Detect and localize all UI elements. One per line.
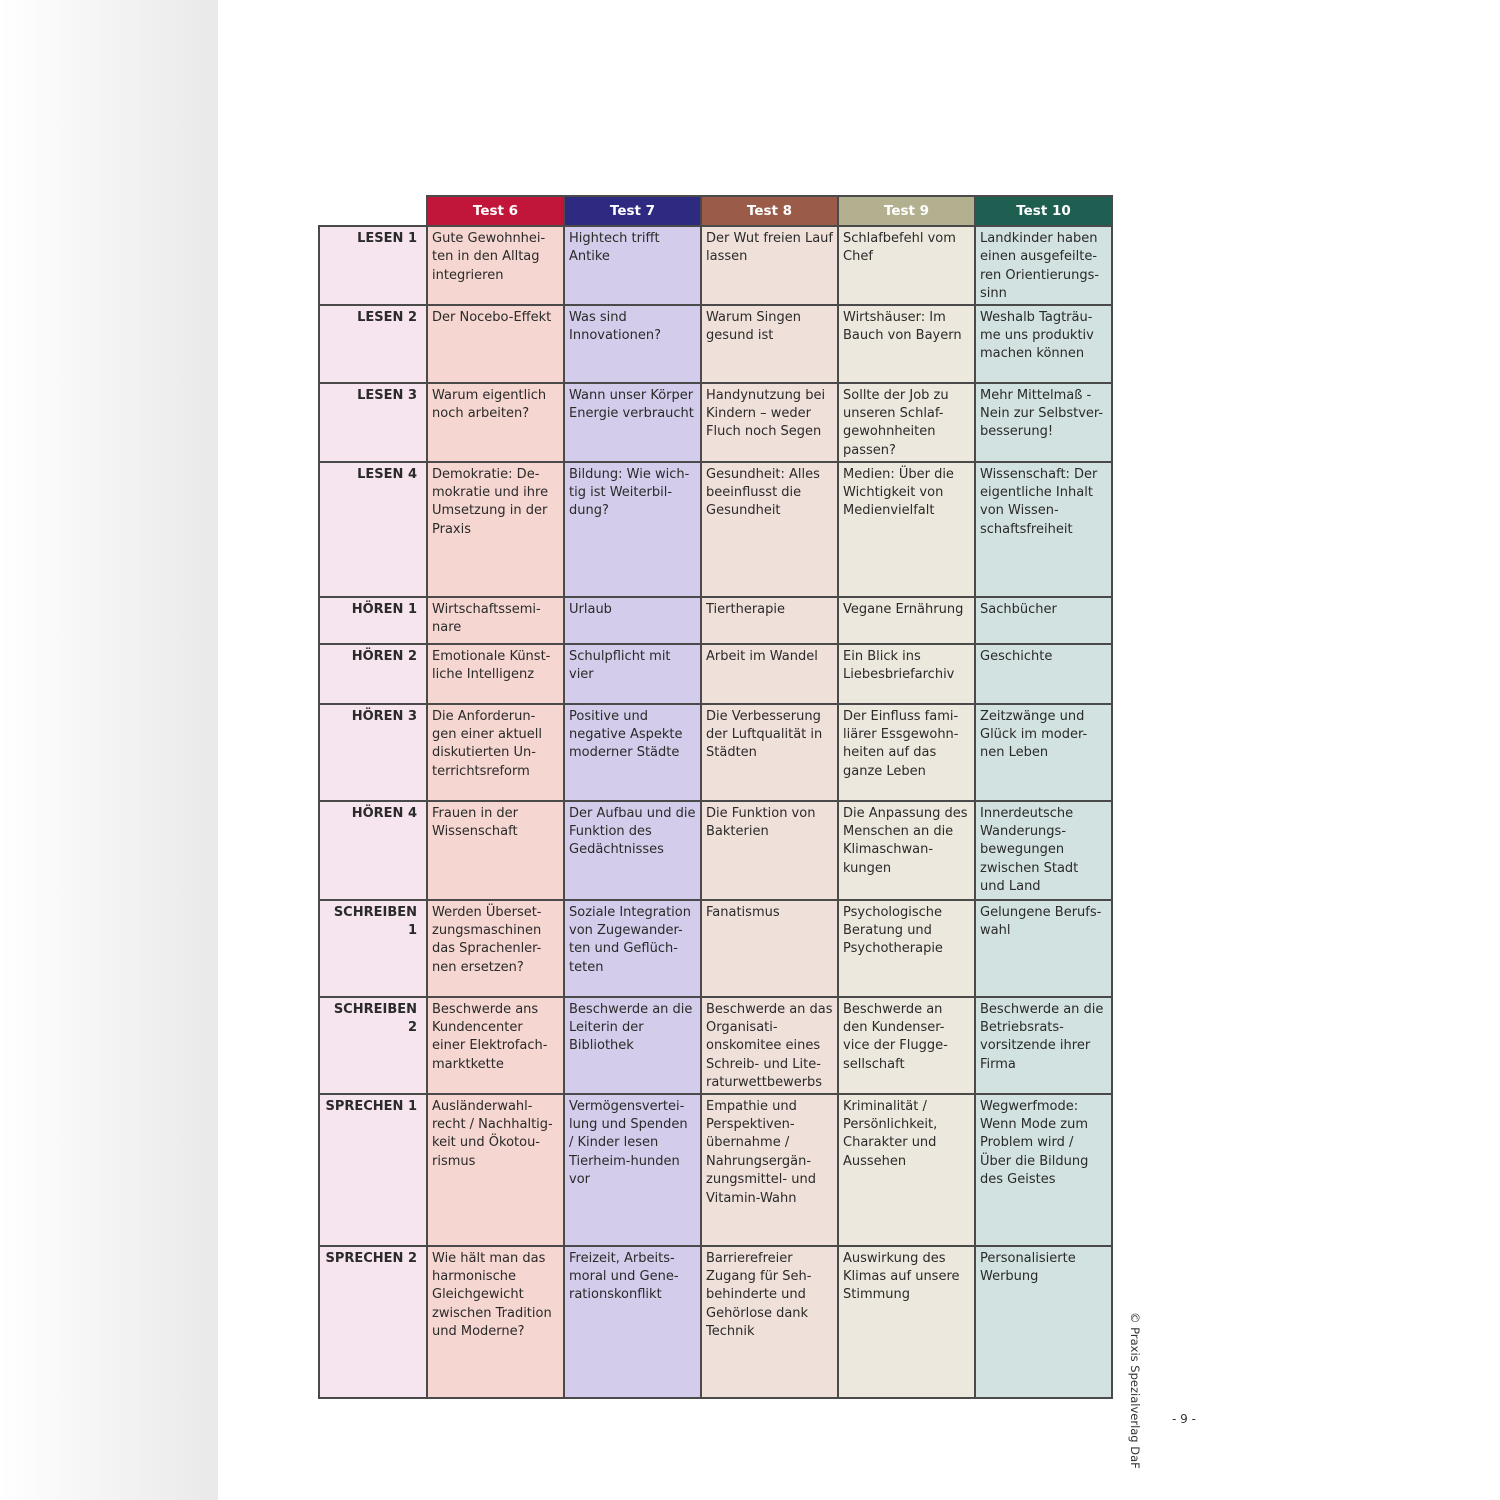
topic-cell: Schlafbefehl vom Chef xyxy=(838,226,975,305)
topic-cell: Personalisierte Werbung xyxy=(975,1246,1112,1398)
topic-cell: Gesundheit: Alles beeinflusst die Gesundheit xyxy=(701,462,838,597)
column-header: Test 8 xyxy=(701,196,838,226)
column-header: Test 9 xyxy=(838,196,975,226)
topic-cell: Beschwerde an das Organisati-onskomitee eines Schreib- und Lite-raturwettbewerbs xyxy=(701,997,838,1094)
row-label: HÖREN 1 xyxy=(319,597,427,644)
row-label: SCHREIBEN 2 xyxy=(319,997,427,1094)
topic-cell: Auswirkung des Klimas auf unsere Stimmung xyxy=(838,1246,975,1398)
table-row xyxy=(319,597,1112,644)
topic-cell: Werden Überset-zungsmaschinen das Sprachenler-nen ersetzen? xyxy=(427,900,564,997)
topic-cell: Soziale Integration von Zugewander-ten und Geflüch-teten xyxy=(564,900,701,997)
topic-cell: Geschichte xyxy=(975,644,1112,704)
topic-cell: Der Nocebo-Effekt xyxy=(427,305,564,383)
topic-cell: Sachbücher xyxy=(975,597,1112,644)
topic-cell: Innerdeutsche Wanderungs-bewegungen zwischen Stadt und Land xyxy=(975,801,1112,900)
topic-cell: Wissenschaft: Der eigentliche Inhalt von Wissen-schaftsfreiheit xyxy=(975,462,1112,597)
table-row xyxy=(319,226,1112,305)
topic-cell: Wirtschaftssemi-nare xyxy=(427,597,564,644)
row-label: SCHREIBEN 1 xyxy=(319,900,427,997)
table-row xyxy=(319,704,1112,801)
page-edge-shadow xyxy=(0,0,218,1500)
topic-cell: Landkinder haben einen ausgefeilte-ren Orientierungs-sinn xyxy=(975,226,1112,305)
row-label: LESEN 3 xyxy=(319,383,427,462)
topic-cell: Warum Singen gesund ist xyxy=(701,305,838,383)
topic-cell: Medien: Über die Wichtigkeit von Medienvielfalt xyxy=(838,462,975,597)
table-row xyxy=(319,644,1112,704)
topic-cell: Beschwerde an den Kundenser-vice der Flugge-sellschaft xyxy=(838,997,975,1094)
topic-cell: Beschwerde an die Betriebsrats-vorsitzende ihrer Firma xyxy=(975,997,1112,1094)
table-row xyxy=(319,1094,1112,1246)
topic-cell: Beschwerde an die Leiterin der Bibliothek xyxy=(564,997,701,1094)
table-row xyxy=(319,383,1112,462)
topic-cell: Schulpflicht mit vier xyxy=(564,644,701,704)
row-label: HÖREN 3 xyxy=(319,704,427,801)
table-row xyxy=(319,1246,1112,1398)
table-row xyxy=(319,900,1112,997)
row-label: HÖREN 4 xyxy=(319,801,427,900)
topic-cell: Mehr Mittelmaß - Nein zur Selbstver-besserung! xyxy=(975,383,1112,462)
topic-cell: Psychologische Beratung und Psychotherapie xyxy=(838,900,975,997)
topic-cell: Beschwerde ans Kundencenter einer Elektrofach-marktkette xyxy=(427,997,564,1094)
row-label: LESEN 4 xyxy=(319,462,427,597)
copyright-credit: © Praxis Spezialverlag DaF xyxy=(1128,1312,1142,1469)
row-label: HÖREN 2 xyxy=(319,644,427,704)
header-row xyxy=(319,196,1112,226)
topic-cell: Gelungene Berufs-wahl xyxy=(975,900,1112,997)
header-corner xyxy=(319,196,427,226)
topic-cell: Wegwerfmode: Wenn Mode zum Problem wird / Über die Bildung des Geistes xyxy=(975,1094,1112,1246)
topic-cell: Freizeit, Arbeits-moral und Gene-rationskonflikt xyxy=(564,1246,701,1398)
topic-cell: Bildung: Wie wich-tig ist Weiterbil-dung? xyxy=(564,462,701,597)
topic-cell: Demokratie: De-mokratie und ihre Umsetzung in der Praxis xyxy=(427,462,564,597)
column-header: Test 10 xyxy=(975,196,1112,226)
table-row xyxy=(319,801,1112,900)
topic-cell: Ein Blick ins Liebesbriefarchiv xyxy=(838,644,975,704)
topic-cell: Die Funktion von Bakterien xyxy=(701,801,838,900)
topic-cell: Die Anpassung des Menschen an die Klimaschwan-kungen xyxy=(838,801,975,900)
table-row xyxy=(319,462,1112,597)
topic-cell: Positive und negative Aspekte moderner Städte xyxy=(564,704,701,801)
topic-cell: Sollte der Job zu unseren Schlaf-gewohnheiten passen? xyxy=(838,383,975,462)
column-header: Test 6 xyxy=(427,196,564,226)
topic-cell: Arbeit im Wandel xyxy=(701,644,838,704)
topic-cell: Zeitzwänge und Glück im moder-nen Leben xyxy=(975,704,1112,801)
row-label: LESEN 2 xyxy=(319,305,427,383)
topic-cell: Die Anforderun-gen einer aktuell diskutierten Un-terrichtsreform xyxy=(427,704,564,801)
topic-cell: Handynutzung bei Kindern – weder Fluch noch Segen xyxy=(701,383,838,462)
topic-cell: Vegane Ernährung xyxy=(838,597,975,644)
topic-cell: Weshalb Tagträu-me uns produktiv machen können xyxy=(975,305,1112,383)
row-label: SPRECHEN 2 xyxy=(319,1246,427,1398)
topic-cell: Kriminalität / Persönlichkeit, Charakter und Aussehen xyxy=(838,1094,975,1246)
topic-cell: Wie hält man das harmonische Gleichgewicht zwischen Tradition und Moderne? xyxy=(427,1246,564,1398)
topic-cell: Warum eigentlich noch arbeiten? xyxy=(427,383,564,462)
topic-cell: Der Einfluss fami-liärer Essgewohn-heiten auf das ganze Leben xyxy=(838,704,975,801)
topic-overview-table xyxy=(318,195,1113,1399)
page-number: - 9 - xyxy=(1172,1412,1196,1426)
topic-cell: Fanatismus xyxy=(701,900,838,997)
topic-cell: Emotionale Künst-liche Intelligenz xyxy=(427,644,564,704)
topic-cell: Die Verbesserung der Luftqualität in Städten xyxy=(701,704,838,801)
topic-cell: Frauen in der Wissenschaft xyxy=(427,801,564,900)
topic-cell: Empathie und Perspektiven-übernahme / Nahrungsergän-zungsmittel- und Vitamin-Wahn xyxy=(701,1094,838,1246)
topic-cell: Was sind Innovationen? xyxy=(564,305,701,383)
topic-cell: Ausländerwahl-recht / Nachhaltig-keit und Ökotou-rismus xyxy=(427,1094,564,1246)
topic-cell: Tiertherapie xyxy=(701,597,838,644)
row-label: LESEN 1 xyxy=(319,226,427,305)
topic-cell: Wirtshäuser: Im Bauch von Bayern xyxy=(838,305,975,383)
topic-cell: Gute Gewohnhei-ten in den Alltag integrieren xyxy=(427,226,564,305)
topic-cell: Der Wut freien Lauf lassen xyxy=(701,226,838,305)
topic-cell: Der Aufbau und die Funktion des Gedächtnisses xyxy=(564,801,701,900)
topic-cell: Barrierefreier Zugang für Seh-behinderte und Gehörlose dank Technik xyxy=(701,1246,838,1398)
topic-cell: Vermögensvertei-lung und Spenden / Kinder lesen Tierheim-hunden vor xyxy=(564,1094,701,1246)
table-row xyxy=(319,305,1112,383)
row-label: SPRECHEN 1 xyxy=(319,1094,427,1246)
table-row xyxy=(319,997,1112,1094)
topic-cell: Wann unser Körper Energie verbraucht xyxy=(564,383,701,462)
topic-cell: Hightech trifft Antike xyxy=(564,226,701,305)
topic-cell: Urlaub xyxy=(564,597,701,644)
column-header: Test 7 xyxy=(564,196,701,226)
